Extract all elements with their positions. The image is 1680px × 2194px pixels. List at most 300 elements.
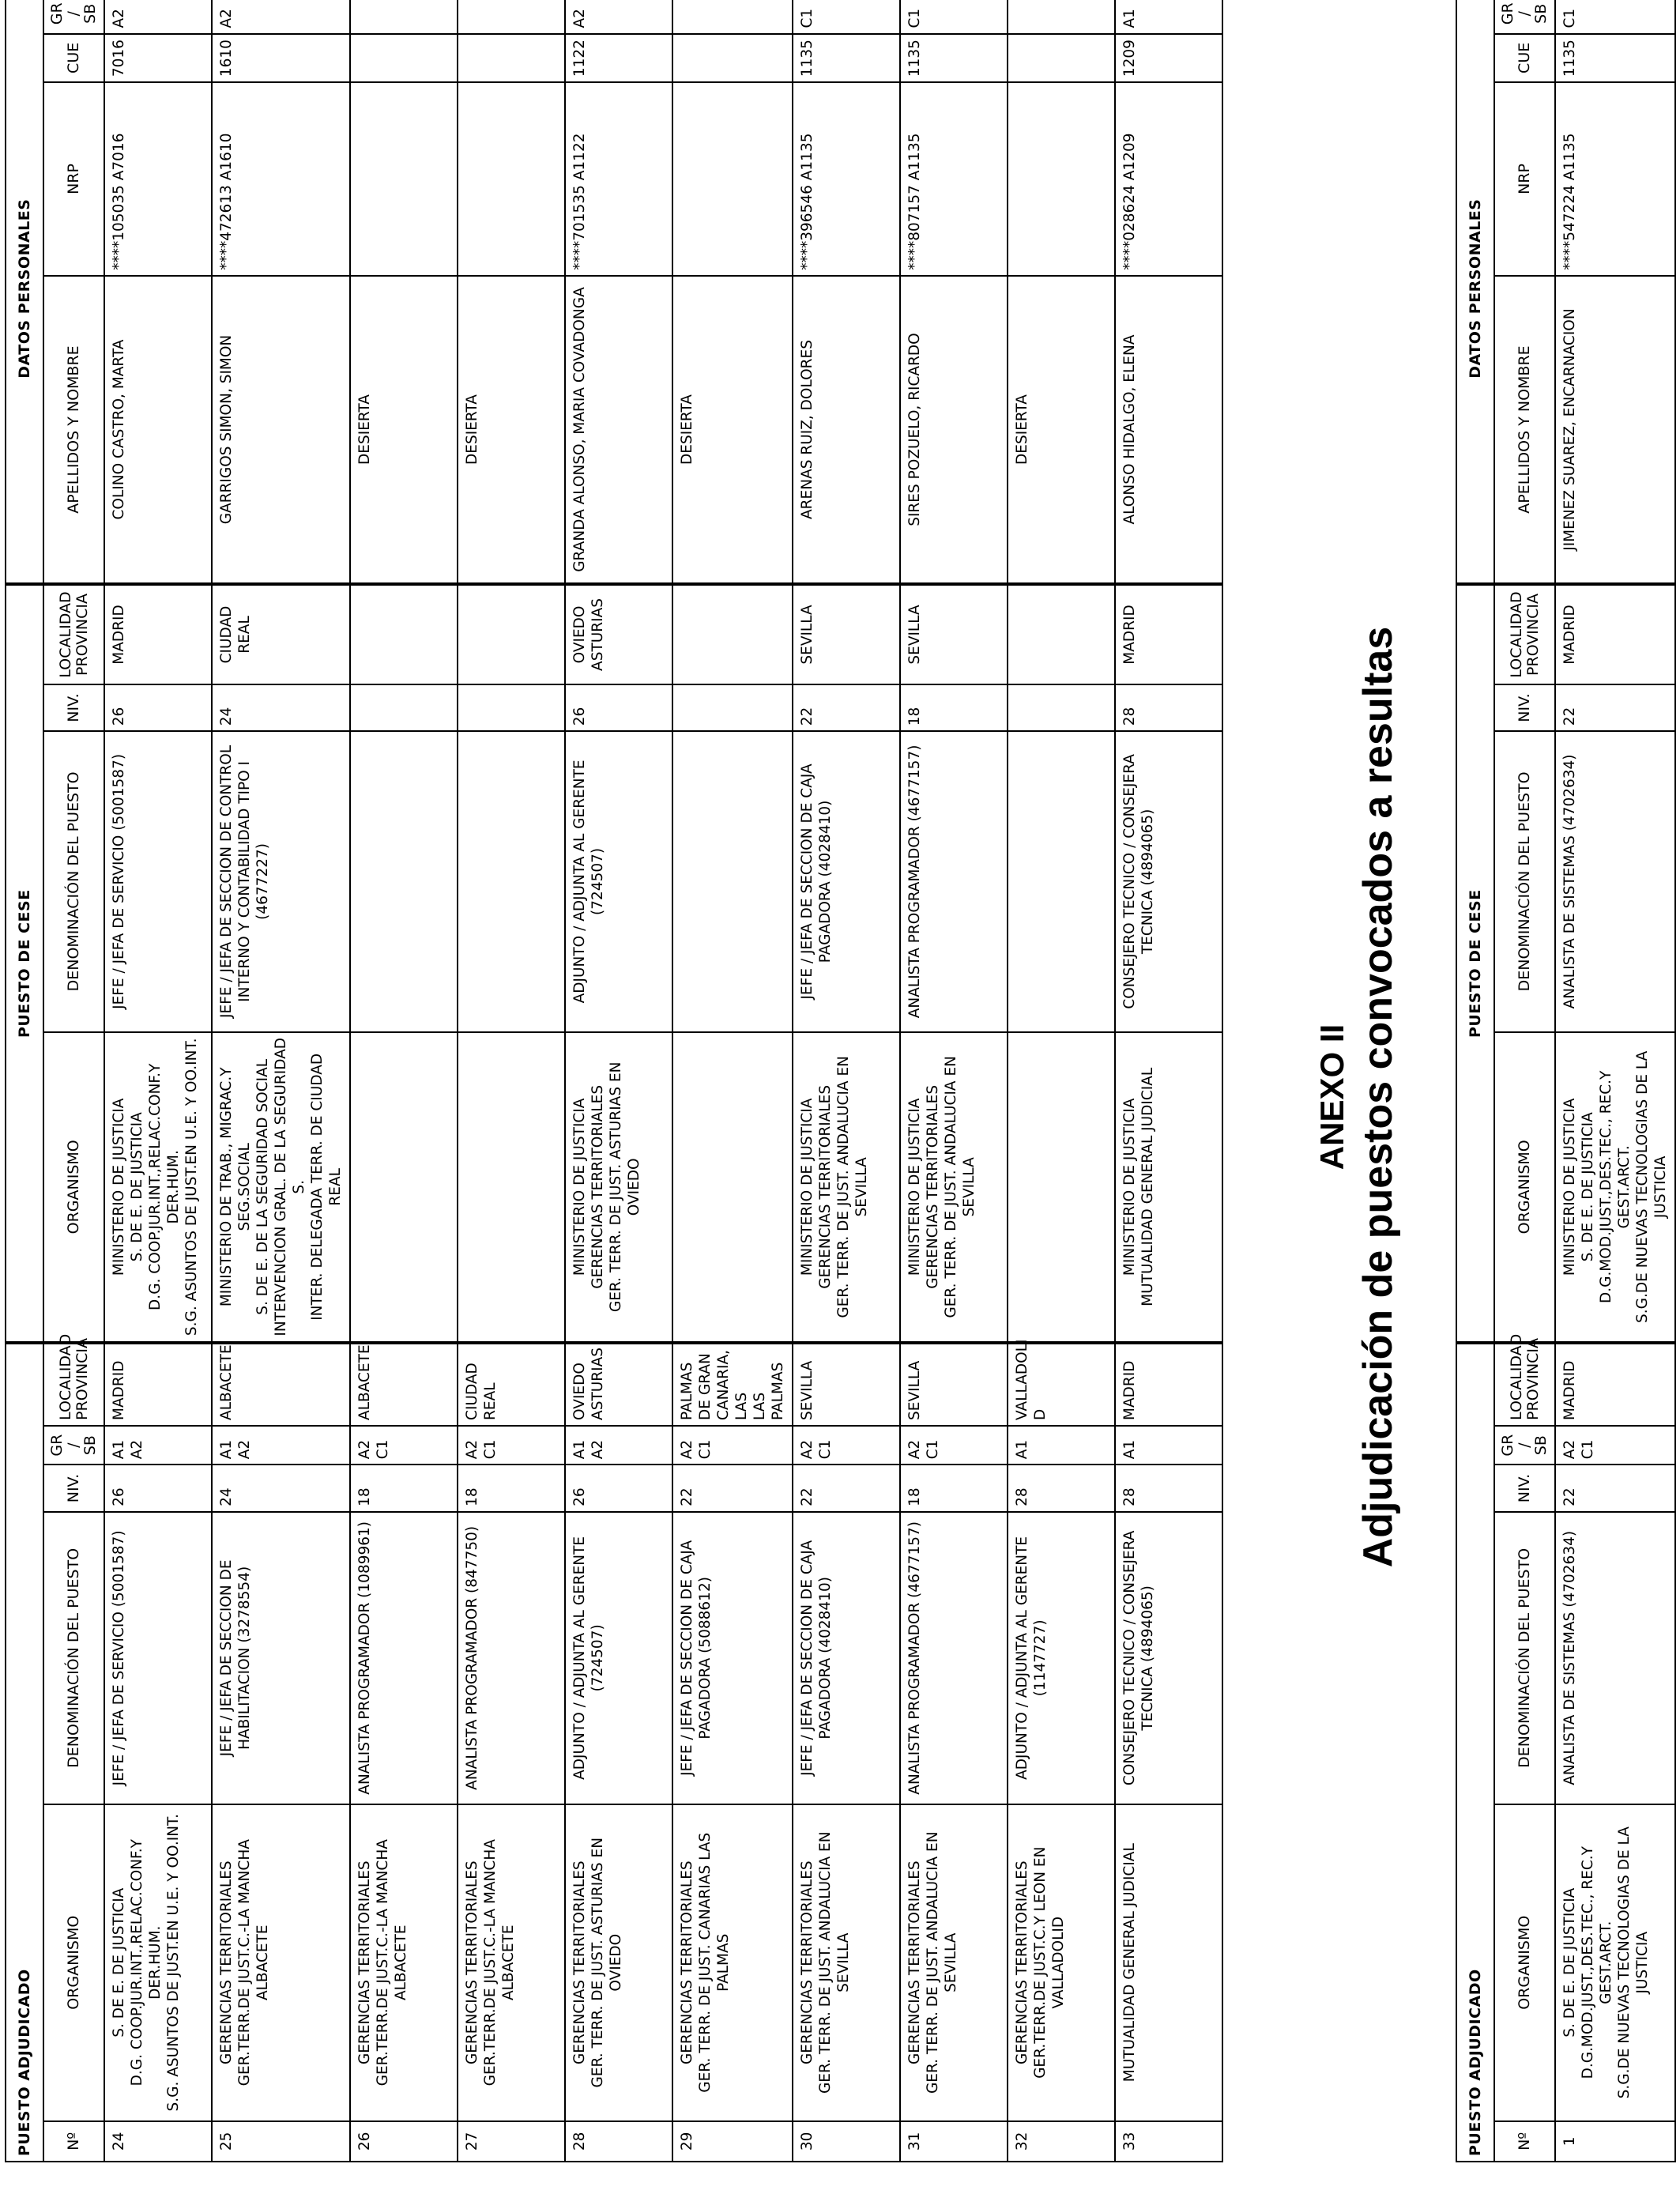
cell-localidad bbox=[1115, 1343, 1222, 1426]
header-nrp: NRP bbox=[43, 82, 104, 276]
cell-text: ANALISTA PROGRAMADOR (4677157) bbox=[906, 745, 923, 1019]
cell-organismo bbox=[565, 1804, 672, 2121]
cell-apellidos bbox=[1555, 276, 1675, 585]
cell-organismo-cese bbox=[900, 1032, 1008, 1344]
annex-heading bbox=[1312, 0, 1403, 2194]
cell-text: A1 bbox=[1121, 1439, 1138, 1460]
cell-num bbox=[672, 2121, 793, 2162]
cell-text: 24 bbox=[111, 2132, 127, 2151]
header-denominacion: DENOMINACIÓN DEL PUESTO bbox=[1494, 1512, 1555, 1804]
header-apellidos: APELLIDOS Y NOMBRE bbox=[1494, 276, 1555, 585]
table-main-body bbox=[104, 0, 1222, 2162]
cell-nrp bbox=[350, 82, 458, 276]
cell-text: 26 bbox=[111, 707, 127, 726]
cell-text: GRANDA ALONSO, MARIA COVADONGA bbox=[571, 287, 588, 572]
group-puesto-cese: PUESTO DE CESE bbox=[6, 584, 43, 1343]
header-niv-cese: NIV. bbox=[1494, 684, 1555, 732]
cell-nrp bbox=[104, 82, 212, 276]
cell-text: MUTUALIDAD GENERAL JUDICIAL bbox=[1121, 1843, 1138, 2083]
table-annex bbox=[1456, 0, 1676, 2162]
cell-grsb-pers bbox=[900, 0, 1008, 34]
cell-apellidos bbox=[350, 276, 458, 585]
cell-text: ****547224 A1135 bbox=[1561, 133, 1578, 270]
header-niv-cese: NIV. bbox=[43, 684, 104, 732]
cell-denominacion-cese bbox=[212, 731, 350, 1031]
cell-text: JEFE / JEFA DE SERVICIO (5001587) bbox=[111, 753, 127, 1009]
group-puesto-adjudicado: PUESTO ADJUDICADO bbox=[6, 1343, 43, 2162]
cell-num bbox=[1555, 2121, 1675, 2162]
header-organismo-cese: ORGANISMO bbox=[1494, 1032, 1555, 1344]
cell-niv-cese bbox=[565, 684, 672, 732]
cell-text: MINISTERIO DE JUSTICIA GERENCIAS TERRITORIALES GER. TERR. DE JUST. ASTURIAS EN OVIEDO bbox=[571, 1061, 642, 1313]
cell-niv-cese bbox=[672, 684, 793, 732]
table-row bbox=[793, 0, 900, 2162]
cell-text: DESIERTA bbox=[679, 394, 695, 465]
cell-grsb bbox=[458, 1426, 565, 1465]
cell-localidad-cese bbox=[1555, 584, 1675, 684]
cell-text: 7016 bbox=[111, 40, 127, 77]
cell-localidad bbox=[793, 1343, 900, 1426]
cell-text: ALBACETE bbox=[218, 1344, 235, 1420]
cell-grsb bbox=[1555, 1426, 1675, 1465]
cell-num bbox=[212, 2121, 350, 2162]
cell-text: CONSEJERO TECNICO / CONSEJERA TECNICA (4894065) bbox=[1121, 754, 1156, 1009]
cell-localidad-cese bbox=[1115, 584, 1222, 684]
cell-niv bbox=[793, 1465, 900, 1512]
cell-text: 1135 bbox=[799, 40, 816, 77]
cell-text: PALMAS DE GRAN CANARIA, LAS LAS PALMAS bbox=[679, 1350, 786, 1420]
cell-text: JIMENEZ SUAREZ, ENCARNACION bbox=[1561, 308, 1578, 551]
cell-num bbox=[104, 2121, 212, 2162]
cell-denominacion-cese bbox=[900, 731, 1008, 1031]
cell-denominacion bbox=[1115, 1512, 1222, 1804]
cell-denominacion-cese bbox=[565, 731, 672, 1031]
table-row bbox=[458, 0, 565, 2162]
cell-text: ADJUNTO / ADJUNTA AL GERENTE (1147727) bbox=[1014, 1536, 1049, 1780]
cell-cue bbox=[104, 34, 212, 83]
cell-text: A1 A2 bbox=[571, 1439, 606, 1460]
group-puesto-cese: PUESTO DE CESE bbox=[1456, 584, 1494, 1343]
cell-text: GERENCIAS TERRITORIALES GER.TERR.DE JUST.C.-LA MANCHA ALBACETE bbox=[464, 1839, 517, 2087]
cell-text: ADJUNTO / ADJUNTA AL GERENTE (724507) bbox=[571, 1536, 606, 1780]
header-localidad: LOCALIDAD PROVINCIA bbox=[43, 1343, 104, 1426]
cell-niv bbox=[212, 1465, 350, 1512]
table-row bbox=[212, 0, 350, 2162]
cell-text: ANALISTA PROGRAMADOR (4677157) bbox=[906, 1521, 923, 1795]
cell-niv bbox=[458, 1465, 565, 1512]
table-row bbox=[900, 0, 1008, 2162]
cell-niv bbox=[350, 1465, 458, 1512]
cell-localidad-cese bbox=[104, 584, 212, 684]
cell-cue bbox=[900, 34, 1008, 83]
cell-text: 18 bbox=[464, 1487, 480, 1506]
cell-organismo-cese bbox=[565, 1032, 672, 1344]
cell-text: 1610 bbox=[218, 40, 235, 77]
cell-apellidos bbox=[104, 276, 212, 585]
annex-subtitle: Adjudicación de puestos convocados a resultas bbox=[1355, 626, 1401, 1568]
cell-grsb-pers bbox=[212, 0, 350, 34]
cell-text: MADRID bbox=[111, 605, 127, 665]
cell-text: SEVILLA bbox=[799, 605, 816, 665]
cell-text: SEVILLA bbox=[906, 1360, 923, 1420]
cell-localidad-cese bbox=[1008, 584, 1115, 684]
cell-text: 28 bbox=[571, 2132, 588, 2151]
cell-organismo-cese bbox=[212, 1032, 350, 1344]
cell-text: ****807157 A1135 bbox=[906, 133, 923, 270]
cell-text: GARRIGOS SIMON, SIMON bbox=[218, 334, 235, 525]
cell-text: A2 bbox=[111, 9, 127, 28]
cell-text: A1 A2 bbox=[111, 1439, 145, 1460]
cell-localidad-cese bbox=[350, 584, 458, 684]
cell-text: MADRID bbox=[1121, 605, 1138, 665]
cell-text: C1 bbox=[906, 8, 923, 28]
header-organismo-cese: ORGANISMO bbox=[43, 1032, 104, 1344]
group-puesto-adjudicado: PUESTO ADJUDICADO bbox=[1456, 1343, 1494, 2162]
cell-denominacion bbox=[900, 1512, 1008, 1804]
cell-text: A2 C1 bbox=[799, 1439, 834, 1460]
cell-text: A2 C1 bbox=[356, 1439, 391, 1460]
cell-text: 26 bbox=[571, 707, 588, 726]
cell-text: 22 bbox=[679, 1487, 695, 1506]
header-num: Nº bbox=[1494, 2121, 1555, 2162]
cell-grsb bbox=[900, 1426, 1008, 1465]
cell-text: 27 bbox=[464, 2132, 480, 2151]
header-apellidos: APELLIDOS Y NOMBRE bbox=[43, 276, 104, 585]
cell-text: A2 C1 bbox=[1561, 1439, 1596, 1460]
cell-text: 26 bbox=[356, 2132, 373, 2151]
cell-denominacion-cese bbox=[1555, 731, 1675, 1031]
cell-text: 31 bbox=[906, 2132, 923, 2151]
cell-denominacion-cese bbox=[458, 731, 565, 1031]
cell-nrp bbox=[672, 82, 793, 276]
header-grsb: GR / SB bbox=[43, 1426, 104, 1465]
cell-text: GERENCIAS TERRITORIALES GER.TERR.DE JUST.C.-LA MANCHA ALBACETE bbox=[356, 1839, 409, 2087]
cell-organismo bbox=[1008, 1804, 1115, 2121]
cell-nrp bbox=[1555, 82, 1675, 276]
cell-localidad bbox=[350, 1343, 458, 1426]
cell-text: 22 bbox=[1561, 1487, 1578, 1506]
cell-organismo-cese bbox=[458, 1032, 565, 1344]
table-row bbox=[104, 0, 212, 2162]
cell-num bbox=[565, 2121, 672, 2162]
cell-apellidos bbox=[793, 276, 900, 585]
cell-text: 26 bbox=[571, 1487, 588, 1506]
cell-niv bbox=[1555, 1465, 1675, 1512]
cell-denominacion-cese bbox=[350, 731, 458, 1031]
cell-text: ALBACETE bbox=[356, 1344, 373, 1420]
cell-grsb bbox=[212, 1426, 350, 1465]
cell-localidad bbox=[458, 1343, 565, 1426]
cell-text: DESIERTA bbox=[464, 394, 480, 465]
header-denominacion-cese: DENOMINACIÓN DEL PUESTO bbox=[43, 731, 104, 1031]
cell-text: SEVILLA bbox=[906, 605, 923, 665]
cell-num bbox=[900, 2121, 1008, 2162]
cell-text: GERENCIAS TERRITORIALES GER.TERR.DE JUST.C.-LA MANCHA ALBACETE bbox=[218, 1839, 271, 2087]
cell-text: MINISTERIO DE JUSTICIA S. DE E. DE JUSTICIA D.G. COOP.JUR.INT.,RELAC.CONF.Y DER.HUM. S.G. ASUNTOS DE JUST.EN U.E. Y OO.INT. bbox=[111, 1038, 200, 1336]
header-denominacion-cese: DENOMINACIÓN DEL PUESTO bbox=[1494, 731, 1555, 1031]
cell-cue bbox=[1115, 34, 1222, 83]
cell-apellidos bbox=[1115, 276, 1222, 585]
cell-localidad bbox=[672, 1343, 793, 1426]
table-row bbox=[350, 0, 458, 2162]
cell-grsb bbox=[1115, 1426, 1222, 1465]
cell-localidad bbox=[212, 1343, 350, 1426]
header-cue: CUE bbox=[43, 34, 104, 83]
header-num: Nº bbox=[43, 2121, 104, 2162]
cell-organismo-cese bbox=[1555, 1032, 1675, 1344]
cell-localidad-cese bbox=[458, 584, 565, 684]
cell-niv-cese bbox=[1008, 684, 1115, 732]
cell-text: 28 bbox=[1121, 707, 1138, 726]
cell-localidad bbox=[1555, 1343, 1675, 1426]
cell-niv bbox=[1115, 1465, 1222, 1512]
cell-apellidos bbox=[565, 276, 672, 585]
cell-niv-cese bbox=[1555, 684, 1675, 732]
cell-niv bbox=[1008, 1465, 1115, 1512]
cell-text: 26 bbox=[111, 1487, 127, 1506]
cell-niv-cese bbox=[350, 684, 458, 732]
cell-denominacion bbox=[350, 1512, 458, 1804]
cell-niv-cese bbox=[793, 684, 900, 732]
cell-organismo bbox=[350, 1804, 458, 2121]
cell-text: A1 bbox=[1014, 1439, 1030, 1460]
cell-text: A2 C1 bbox=[464, 1439, 499, 1460]
cell-num bbox=[1008, 2121, 1115, 2162]
cell-organismo bbox=[104, 1804, 212, 2121]
header-niv: NIV. bbox=[43, 1465, 104, 1512]
cell-text: ANALISTA PROGRAMADOR (847750) bbox=[464, 1525, 480, 1790]
cell-text: MINISTERIO DE JUSTICIA GERENCIAS TERRITORIALES GER. TERR. DE JUST. ANDALUCIA EN SEVILLA bbox=[799, 1056, 870, 1318]
cell-text: MADRID bbox=[1121, 1360, 1138, 1420]
cell-niv bbox=[900, 1465, 1008, 1512]
cell-niv bbox=[672, 1465, 793, 1512]
cell-grsb-pers bbox=[1008, 0, 1115, 34]
cell-niv-cese bbox=[212, 684, 350, 732]
cell-text: 33 bbox=[1121, 2132, 1138, 2151]
cell-niv-cese bbox=[1115, 684, 1222, 732]
cell-grsb bbox=[565, 1426, 672, 1465]
cell-apellidos bbox=[900, 276, 1008, 585]
cell-text: ****028624 A1209 bbox=[1121, 133, 1138, 270]
cell-text: A1 A2 bbox=[218, 1439, 253, 1460]
cell-organismo-cese bbox=[1008, 1032, 1115, 1344]
cell-apellidos bbox=[1008, 276, 1115, 585]
cell-localidad-cese bbox=[793, 584, 900, 684]
cell-localidad-cese bbox=[212, 584, 350, 684]
cell-text: JEFE / JEFA DE SECCION DE HABILITACION (3278554) bbox=[218, 1559, 253, 1757]
cell-text: 1209 bbox=[1121, 40, 1138, 77]
cell-organismo bbox=[900, 1804, 1008, 2121]
cell-denominacion-cese bbox=[793, 731, 900, 1031]
cell-denominacion bbox=[793, 1512, 900, 1804]
cell-nrp bbox=[565, 82, 672, 276]
cell-organismo bbox=[1115, 1804, 1222, 2121]
table-row bbox=[1555, 0, 1675, 2162]
cell-text: A2 C1 bbox=[679, 1439, 714, 1460]
cell-localidad-cese bbox=[672, 584, 793, 684]
cell-denominacion bbox=[104, 1512, 212, 1804]
cell-organismo bbox=[793, 1804, 900, 2121]
header-localidad-cese: LOCALIDAD PROVINCIA bbox=[1494, 584, 1555, 684]
cell-localidad-cese bbox=[900, 584, 1008, 684]
header-nrp: NRP bbox=[1494, 82, 1555, 276]
cell-text: ****472613 A1610 bbox=[218, 133, 235, 270]
cell-grsb bbox=[672, 1426, 793, 1465]
cell-num bbox=[458, 2121, 565, 2162]
table-row bbox=[1115, 0, 1222, 2162]
cell-text: 28 bbox=[1014, 1487, 1030, 1506]
cell-text: ARENAS RUIZ, DOLORES bbox=[799, 340, 816, 519]
cell-localidad-cese bbox=[565, 584, 672, 684]
cell-nrp bbox=[793, 82, 900, 276]
cell-organismo bbox=[1555, 1804, 1675, 2121]
cell-apellidos bbox=[458, 276, 565, 585]
cell-text: GERENCIAS TERRITORIALES GER. TERR. DE JUST. CANARIAS LAS PALMAS bbox=[679, 1832, 732, 2093]
cell-text: MINISTERIO DE JUSTICIA MUTUALIDAD GENERAL JUDICIAL bbox=[1121, 1067, 1156, 1306]
cell-localidad bbox=[104, 1343, 212, 1426]
table-row bbox=[1008, 0, 1115, 2162]
cell-cue bbox=[350, 34, 458, 83]
cell-organismo-cese bbox=[350, 1032, 458, 1344]
cell-text: JEFE / JEFA DE SECCION DE CAJA PAGADORA (5088612) bbox=[679, 1540, 714, 1776]
cell-text: VALLADOLI D bbox=[1014, 1339, 1049, 1420]
cell-apellidos bbox=[212, 276, 350, 585]
cell-grsb-pers bbox=[565, 0, 672, 34]
header-organismo: ORGANISMO bbox=[1494, 1804, 1555, 2121]
cell-nrp bbox=[458, 82, 565, 276]
cell-text: MADRID bbox=[111, 1360, 127, 1420]
cell-text: SIRES POZUELO, RICARDO bbox=[906, 333, 923, 526]
cell-denominacion bbox=[212, 1512, 350, 1804]
cell-organismo-cese bbox=[672, 1032, 793, 1344]
cell-localidad bbox=[1008, 1339, 1115, 1426]
cell-grsb-pers bbox=[1115, 0, 1222, 34]
cell-denominacion-cese bbox=[1008, 731, 1115, 1031]
cell-nrp bbox=[1115, 82, 1222, 276]
cell-text: OVIEDO ASTURIAS bbox=[571, 598, 606, 671]
cell-text: 29 bbox=[679, 2132, 695, 2151]
header-grsb: GR / SB bbox=[1494, 1426, 1555, 1465]
cell-grsb-pers bbox=[350, 0, 458, 34]
cell-text: ****396546 A1135 bbox=[799, 133, 816, 270]
header-organismo: ORGANISMO bbox=[43, 1804, 104, 2121]
header-cue: CUE bbox=[1494, 34, 1555, 83]
cell-text: GERENCIAS TERRITORIALES GER.TERR.DE JUST.C.Y LEON EN VALLADOLID bbox=[1014, 1846, 1067, 2079]
cell-text: CIUDAD REAL bbox=[218, 605, 253, 664]
cell-organismo bbox=[672, 1804, 793, 2121]
cell-organismo-cese bbox=[793, 1032, 900, 1344]
cell-text: 22 bbox=[1561, 707, 1578, 726]
cell-num bbox=[793, 2121, 900, 2162]
cell-text: MADRID bbox=[1561, 605, 1578, 665]
cell-text: GERENCIAS TERRITORIALES GER. TERR. DE JUST. ASTURIAS EN OVIEDO bbox=[571, 1837, 624, 2088]
cell-text: GERENCIAS TERRITORIALES GER. TERR. DE JUST. ANDALUCIA EN SEVILLA bbox=[906, 1831, 959, 2094]
cell-text: 1 bbox=[1561, 2136, 1578, 2147]
cell-niv-cese bbox=[104, 684, 212, 732]
assignment-table-main bbox=[5, 0, 1162, 2162]
cell-text: 1122 bbox=[571, 40, 588, 77]
cell-denominacion-cese bbox=[104, 731, 212, 1031]
cell-text: JEFE / JEFA DE SECCION DE CONTROL INTERNO Y CONTABILIDAD TIPO I (4677227) bbox=[218, 745, 271, 1018]
cell-cue bbox=[458, 34, 565, 83]
table-row bbox=[672, 0, 793, 2162]
cell-text: JEFE / JEFA DE SECCION DE CAJA PAGADORA (4028410) bbox=[799, 763, 834, 1000]
cell-text: A1 bbox=[1121, 9, 1138, 28]
cell-grsb bbox=[793, 1426, 900, 1465]
cell-text: ALONSO HIDALGO, ELENA bbox=[1121, 334, 1138, 525]
cell-text: 1135 bbox=[906, 40, 923, 77]
cell-text: DESIERTA bbox=[1014, 394, 1030, 465]
cell-grsb-pers bbox=[672, 0, 793, 34]
cell-text: MINISTERIO DE JUSTICIA S. DE E. DE JUSTICIA D.G.MOD.JUST.,DES.TEC., REC.Y GEST.ARCT. S.G.DE NUEVAS TECNOLOGIAS DE LA JUSTICIA bbox=[1561, 1050, 1669, 1323]
cell-niv-cese bbox=[900, 684, 1008, 732]
cell-text: 22 bbox=[799, 707, 816, 726]
cell-text: 24 bbox=[218, 707, 235, 726]
cell-nrp bbox=[900, 82, 1008, 276]
cell-text: JEFE / JEFA DE SECCION DE CAJA PAGADORA (4028410) bbox=[799, 1540, 834, 1776]
cell-text: DESIERTA bbox=[356, 394, 373, 465]
cell-localidad bbox=[565, 1343, 672, 1426]
cell-text: JEFE / JEFA DE SERVICIO (5001587) bbox=[111, 1530, 127, 1786]
cell-text: ANALISTA DE SISTEMAS (4702634) bbox=[1561, 1530, 1578, 1785]
cell-denominacion-cese bbox=[1115, 731, 1222, 1031]
cell-text: MINISTERIO DE TRAB., MIGRAC.Y SEG.SOCIAL S. DE E. DE LA SEGURIDAD SOCIAL INTERVENCION GRAL. DE LA SEGURIDAD S. INTER. DELEGADA TERR. DE CIUDAD REAL bbox=[218, 1037, 344, 1336]
cell-text: 24 bbox=[218, 1487, 235, 1506]
cell-text: 22 bbox=[799, 1487, 816, 1506]
header-grsb-pers: GR / SB bbox=[1494, 0, 1555, 34]
cell-grsb bbox=[104, 1426, 212, 1465]
cell-nrp bbox=[212, 82, 350, 276]
cell-text: C1 bbox=[799, 8, 816, 28]
cell-denominacion bbox=[1555, 1512, 1675, 1804]
header-localidad: LOCALIDAD PROVINCIA bbox=[1494, 1343, 1555, 1426]
cell-text: 25 bbox=[218, 2132, 235, 2151]
cell-text: MINISTERIO DE JUSTICIA GERENCIAS TERRITORIALES GER. TERR. DE JUST. ANDALUCIA EN SEVILLA bbox=[906, 1056, 977, 1318]
cell-grsb-pers bbox=[1555, 0, 1675, 34]
cell-grsb bbox=[1008, 1426, 1115, 1465]
cell-grsb-pers bbox=[793, 0, 900, 34]
cell-cue bbox=[672, 34, 793, 83]
cell-text: 32 bbox=[1014, 2132, 1030, 2151]
cell-text: COLINO CASTRO, MARTA bbox=[111, 339, 127, 520]
cell-nrp bbox=[1008, 82, 1115, 276]
cell-niv bbox=[104, 1465, 212, 1512]
cell-denominacion bbox=[1008, 1512, 1115, 1804]
cell-denominacion bbox=[672, 1512, 793, 1804]
cell-text: OVIEDO ASTURIAS bbox=[571, 1347, 606, 1420]
cell-text: S. DE E. DE JUSTICIA D.G. COOP.JUR.INT.,RELAC.CONF.Y DER.HUM. S.G. ASUNTOS DE JUST.EN U.E. Y OO.INT. bbox=[111, 1813, 182, 2112]
cell-denominacion bbox=[458, 1512, 565, 1804]
cell-niv-cese bbox=[458, 684, 565, 732]
cell-text: S. DE E. DE JUSTICIA D.G.MOD.JUST.,DES.TEC., REC.Y GEST.ARCT. S.G.DE NUEVAS TECNOLOGIAS DE LA JUSTICIA bbox=[1561, 1826, 1651, 2099]
cell-text: CONSEJERO TECNICO / CONSEJERA TECNICA (4894065) bbox=[1121, 1530, 1156, 1786]
cell-text: ADJUNTO / ADJUNTA AL GERENTE (724507) bbox=[571, 760, 606, 1004]
cell-cue bbox=[1555, 34, 1675, 83]
cell-organismo-cese bbox=[1115, 1032, 1222, 1344]
cell-cue bbox=[793, 34, 900, 83]
cell-text: ANALISTA PROGRAMADOR (1089961) bbox=[356, 1521, 373, 1795]
cell-text: 18 bbox=[906, 707, 923, 726]
group-datos-personales: DATOS PERSONALES bbox=[1456, 0, 1494, 584]
cell-num bbox=[350, 2121, 458, 2162]
cell-organismo bbox=[458, 1804, 565, 2121]
cell-cue bbox=[565, 34, 672, 83]
cell-denominacion bbox=[565, 1512, 672, 1804]
cell-organismo bbox=[212, 1804, 350, 2121]
cell-niv bbox=[565, 1465, 672, 1512]
cell-text: ****701535 A1122 bbox=[571, 133, 588, 270]
cell-text: A2 C1 bbox=[906, 1439, 941, 1460]
